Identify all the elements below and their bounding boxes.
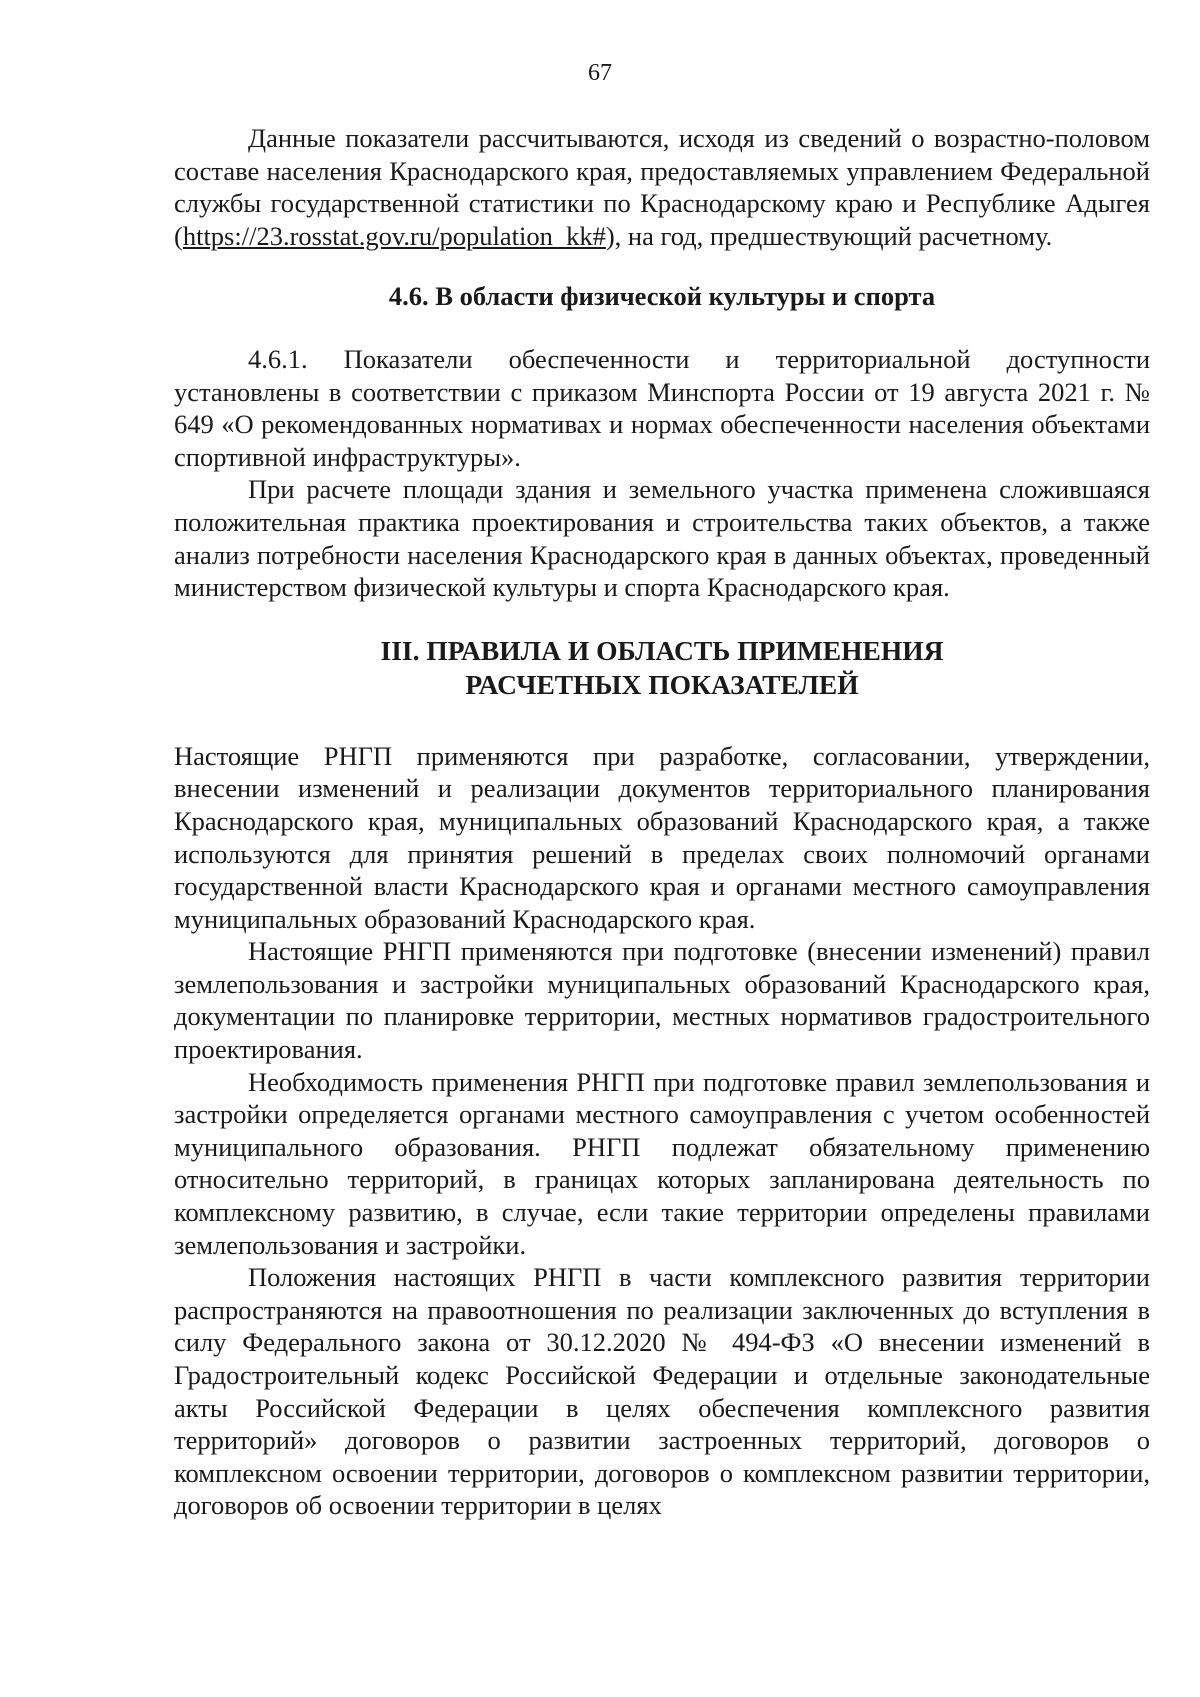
subsection-paragraph: При расчете площади здания и земельного участка применена сложившаяся положительная практика проектирования и строительства таких объектов, а также анализ потребности населения Краснодарского края в данных объектах, проведенный министерством физической культуры и спорта Краснодарского края. — [174, 474, 1150, 603]
page-number: 67 — [588, 60, 612, 86]
intro-text-start: Данные показатели рассчитываются, исходя из сведений о возрастно-половом составе населения Краснодарского края, предоставляемых управлением Федеральной службы государственной статистики по Краснодарскому краю и Республике Адыгея ( — [174, 123, 1150, 251]
intro-paragraph — [174, 122, 1150, 252]
section-heading-line: РАСЧЕТНЫХ ПОКАЗАТЕЛЕЙ — [465, 668, 859, 700]
section-paragraph: Необходимость применения РНГП при подготовке правил землепользования и застройки определяется органами местного самоуправления с учетом особенностей муниципального образования. РНГП подлежат обязательному применению относительно территорий, в границах которых запланирована деятельность по комплексному развитию, в случае, если такие территории определены правилами землепользования и застройки. — [174, 1066, 1150, 1260]
subsection-paragraph: 4.6.1. Показатели обеспеченности и территориальной доступности установлены в соответствии с приказом Минспорта России от 19 августа 2021 г. № 649 «О рекомендованных нормативах и нормах обеспеченности населения объектами спортивной инфраструктуры». — [174, 343, 1150, 472]
subsection-heading: 4.6. В области физической культуры и спорта — [388, 281, 936, 312]
section-paragraph: Настоящие РНГП применяются при подготовке (внесении изменений) правил землепользования и застройки муниципальных образований Краснодарского края, документации по планировке территории, местных нормативов градостроительного проектирования. — [174, 936, 1150, 1065]
section-heading — [174, 634, 1150, 702]
intro-text-end: ), на год, предшествующий расчетному. — [605, 220, 1053, 251]
section-paragraph: Положения настоящих РНГП в части комплексного развития территории распространяются на правоотношения по реализации заключенных до вступления в силу Федерального закона от 30.12.2020 № 494-ФЗ «О внесении изменений в Градостроительный кодекс Российской Федерации и отдельные законодательные акты Российской Федерации в целях обеспечения комплексного развития территорий» договоров о развитии застроенных территорий, договоров о комплексном освоении территории, договоров о комплексном развитии территории, договоров об освоении территории в целях — [174, 1262, 1150, 1521]
document-body — [174, 122, 1150, 1522]
section-paragraph: Настоящие РНГП применяются при разработке, согласовании, утверждении, внесении изменений и реализации документов территориального планирования Краснодарского края, муниципальных образований Краснодарского края, а также используются для принятия решений в пределах своих полномочий органами государственной власти Краснодарского края и органами местного самоуправления муниципальных образований Краснодарского края. — [174, 740, 1150, 934]
section-heading-line: III. ПРАВИЛА И ОБЛАСТЬ ПРИМЕНЕНИЯ — [380, 634, 944, 666]
rosstat-link[interactable]: https://23.rosstat.gov.ru/population_kk# — [182, 220, 606, 251]
